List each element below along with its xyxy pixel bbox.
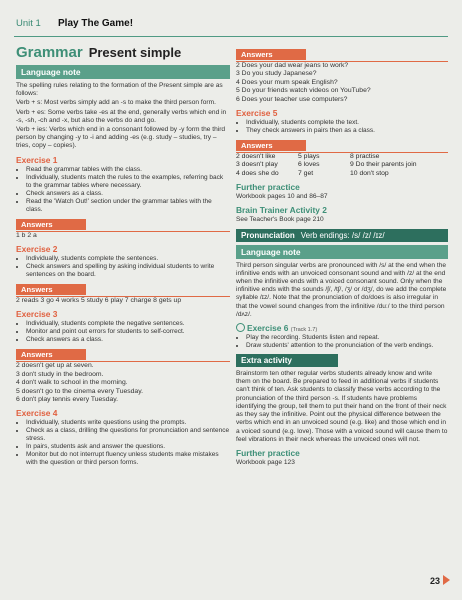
answer-line: 5 doesn't go to the cinema every Tuesday. [16, 387, 143, 395]
list-item: • Check answers as a class. [26, 336, 230, 344]
answers-5 [236, 153, 448, 178]
exercise-5-list [236, 119, 448, 135]
exercise-4-list [16, 419, 230, 467]
unit-number: Unit 1 [16, 18, 41, 29]
list-item: • Read the grammar tables with the class. [26, 166, 230, 174]
exercise-5-title: Exercise 5 [236, 108, 278, 119]
answers-label-5: Answers [236, 140, 306, 151]
list-item: • Check answers as a class. [26, 190, 230, 198]
answer-cell: 7 get [298, 169, 314, 177]
exercise-6-label: Exercise 6 [247, 323, 289, 334]
list-item: • Individually, students match the rules to the examples, referring back to the grammar tables where necessary. [26, 174, 230, 190]
answer-line: 6 don't play tennis every Tuesday. [16, 396, 119, 404]
grammar-heading [16, 44, 230, 61]
audio-track-icon [236, 323, 245, 332]
exercise-6-list [236, 334, 448, 350]
answer-cell: 4 does she do [236, 169, 279, 177]
answers-3 [16, 362, 230, 404]
left-column [16, 44, 230, 467]
answer-line: 4 Does your mum speak English? [236, 78, 338, 86]
exercise-2-list [16, 255, 230, 279]
language-note-p1: The spelling rules relating to the formation of the Present simple are as follows: [16, 82, 223, 98]
grammar-subtitle: Present simple [88, 45, 182, 60]
answer-cell: 6 loves [298, 161, 320, 169]
answers-2: 2 reads 3 go 4 works 5 study 6 play 7 charge 8 gets up [16, 297, 182, 305]
answer-line: 4 don't walk to school in the morning. [16, 379, 128, 387]
further-practice-title: Further practice [236, 182, 300, 193]
exercise-6-title [236, 323, 448, 333]
answer-cell: 3 doesn't play [236, 161, 278, 169]
list-item: • Individually, students complete the text. [246, 119, 448, 127]
extra-activity-band: Extra activity [236, 354, 338, 367]
list-item: • Monitor and point out errors for students to self-correct. [26, 328, 230, 336]
further-practice-text: Workbook pages 10 and 86–87 [236, 193, 328, 201]
answer-cell: 2 doesn't like [236, 153, 276, 161]
answers-1: 1 b 2 a [16, 231, 37, 239]
exercise-3-title: Exercise 3 [16, 309, 58, 320]
language-note-text [16, 82, 230, 151]
pronunciation-band [236, 229, 448, 242]
exercise-3-list [16, 320, 230, 344]
further-practice-title-2: Further practice [236, 447, 300, 458]
exercise-1-title: Exercise 1 [16, 154, 58, 165]
list-item: • Play the recording. Students listen and repeat. [246, 334, 448, 342]
list-item: • Check answers and spelling by asking individual students to write sentences on the board. [26, 263, 230, 279]
list-item: • Individually, students complete the negative sentences. [26, 320, 230, 328]
language-note-text-2: Third person singular verbs are pronounced with /s/ at the end when the infinitive ends with an unvoiced consonant sound and with /z/ at the end when the infinitive ends with a voiced consonant sound. Only when the infinitive ends with the sounds /ʃ/, /tʃ/, /ʒ/ or /dʒ/, do we add the complete syllable /ɪz/. Note that the pronunciation of do/does is also irregular in that the vowel sound changes from the infinitive /duː/ to the third person /dʌz/. [236, 261, 447, 318]
unit-header [14, 14, 448, 37]
further-practice-text-2: Workbook page 123 [236, 458, 295, 466]
pronunciation-sub: Verb endings: /s/ /z/ /ɪz/ [300, 230, 385, 240]
language-note-p3: Verb + es: Some verbs take -es at the end, generally verbs which end in -s, -sh, -ch and -x, but also the verbs do and go. [16, 108, 227, 124]
brain-trainer-title: Brain Trainer Activity 2 [236, 205, 327, 216]
answer-line: 6 Does your teacher use computers? [236, 95, 348, 103]
list-item: • Individually, students write questions using the prompts. [26, 419, 230, 427]
unit-title: Play The Game! [58, 18, 134, 29]
answers-label-4: Answers [236, 49, 306, 60]
extra-activity-text: Brainstorm ten other regular verbs students already know and write them on the board. Be prepared to feed in additional verbs if students can't think of ten. Ask students to classify these verbs according to the pronunciation of the third person -s. If students have problems identifying the group, tell them to put their hand on the front of their neck as they say the infinitive. Point out the physical difference between the verbs which end in an unvoiced sound (e.g. like) and those which end in a voiced sound (e.g. love). Those with a voiced sound will cause them to feel vibrations in their neck whereas the unvoiced ones will not. [236, 370, 448, 443]
answers-4 [236, 62, 448, 104]
language-note-band: Language note [16, 65, 230, 79]
answer-cell: 10 don't stop [350, 169, 389, 177]
answer-line: 3 Do you study Japanese? [236, 70, 317, 78]
track-number: (Track 1.7) [290, 327, 318, 334]
pronunciation-label: Pronunciation [241, 230, 295, 240]
answers-label-2: Answers [16, 284, 86, 295]
list-item: • In pairs, students ask and answer the questions. [26, 443, 230, 451]
answer-line: 2 Does your dad wear jeans to work? [236, 62, 349, 69]
grammar-title: Grammar [16, 44, 83, 61]
answer-cell: 5 plays [298, 153, 320, 161]
exercise-1-list [16, 166, 230, 214]
language-note-p2: Verb + s: Most verbs simply add an -s to make the third person form. [16, 99, 216, 107]
exercise-4-title: Exercise 4 [16, 408, 58, 419]
right-column [236, 44, 448, 467]
page-arrow-icon [443, 575, 450, 585]
list-item: • Individually, students complete the sentences. [26, 255, 230, 263]
answer-cell: 8 practise [350, 153, 380, 161]
list-item: • Monitor but do not interrupt fluency unless students make mistakes with the question or third person forms. [26, 451, 230, 467]
answer-line: 5 Do your friends watch videos on YouTube? [236, 87, 371, 95]
exercise-2-title: Exercise 2 [16, 244, 58, 255]
list-item: • They check answers in pairs then as a class. [246, 127, 448, 135]
answers-label-1: Answers [16, 219, 86, 230]
answers-label-3: Answers [16, 349, 86, 360]
language-note-p4: Verb + ies: Verbs which end in a consonant followed by -y form the third person by changing -y to -i and adding -es (e.g. study – studies, try – tries, copy – copies). [16, 126, 226, 150]
list-item: • Check as a class, drilling the questions for pronunciation and sentence stress. [26, 427, 230, 443]
answer-line: 2 doesn't get up at seven. [16, 362, 94, 370]
brain-trainer-text: See Teacher's Book page 210 [236, 216, 324, 224]
list-item: • Draw students' attention to the pronunciation of the verb endings. [246, 342, 448, 350]
list-item: • Read the 'Watch Out!' section under the grammar tables with the class. [26, 198, 230, 214]
language-note-band-2: Language note [236, 245, 448, 259]
answer-line: 3 don't study in the bedroom. [16, 370, 104, 378]
page-number: 23 [429, 576, 440, 586]
answer-cell: 9 Do their parents join [350, 161, 417, 169]
